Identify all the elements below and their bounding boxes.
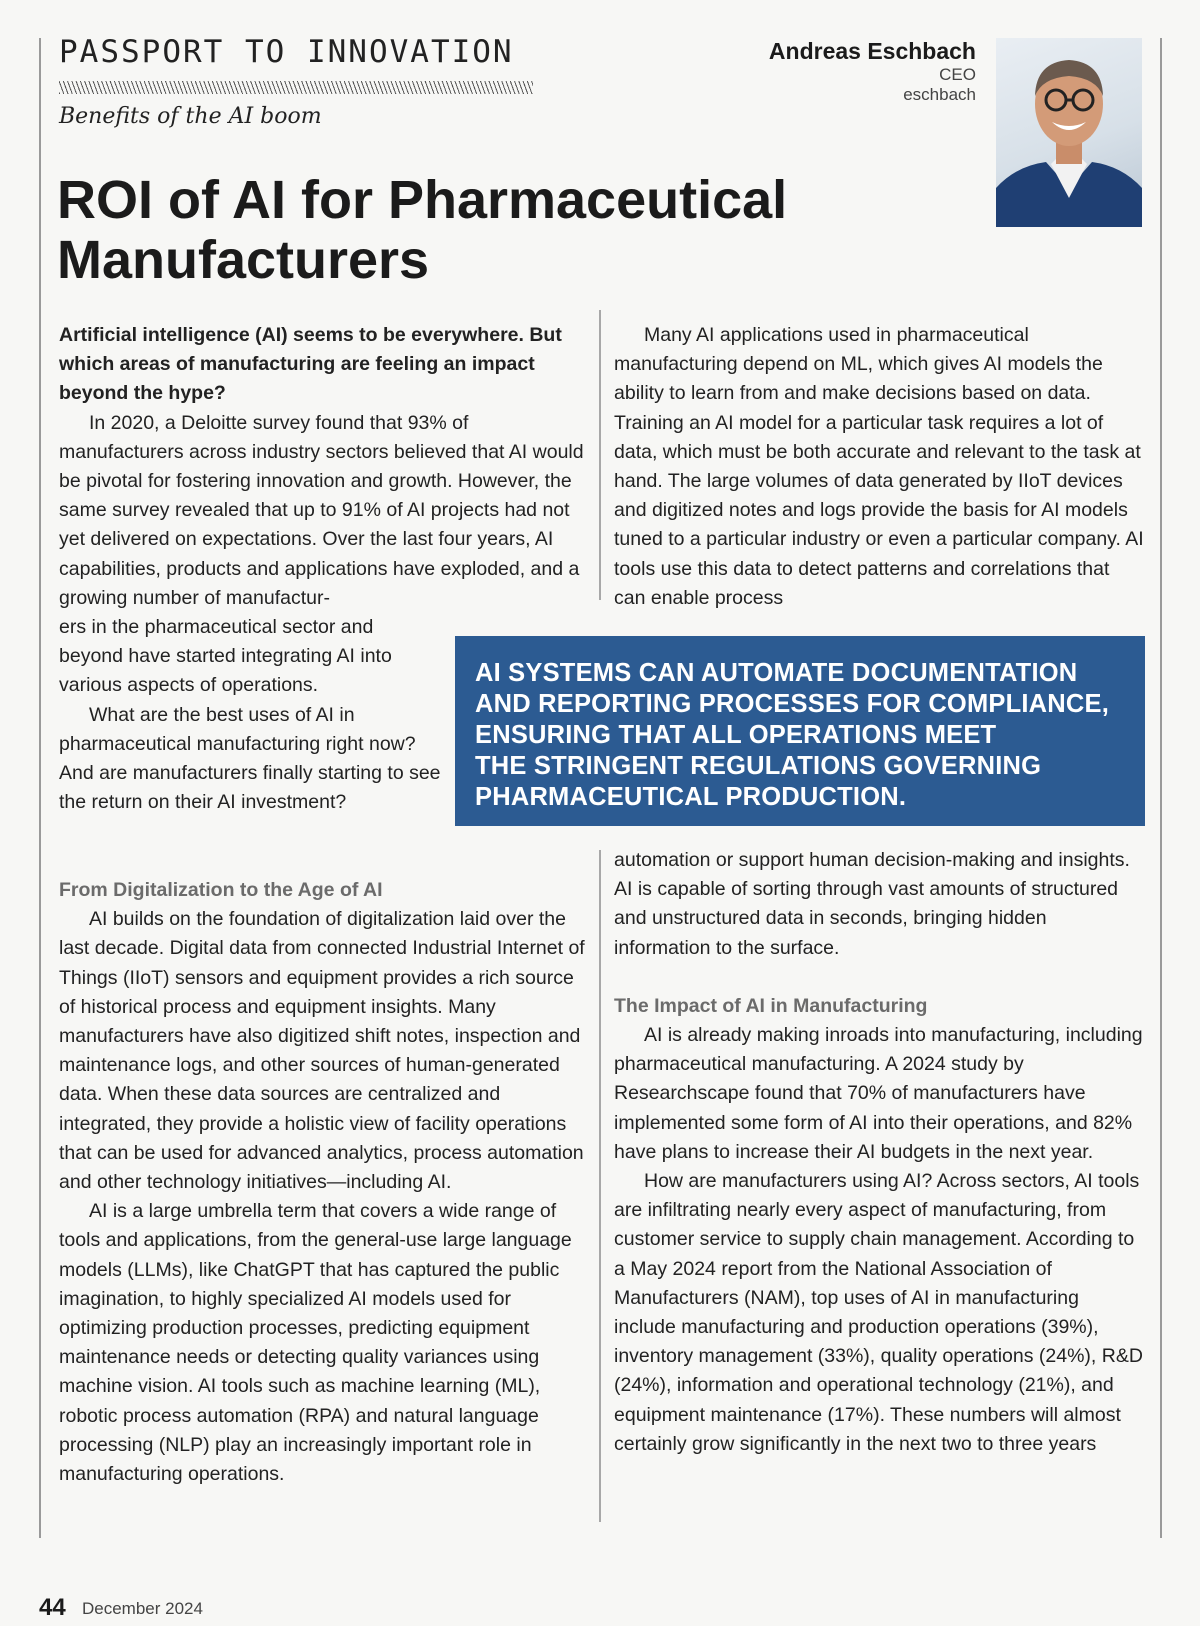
article-lead: Artificial intelligence (AI) seems to be everywhere. But which areas of manufacturing are feeling an impact beyond the hype? [59, 324, 562, 405]
paragraph: ers in the pharmaceutical sector and beyond have started integrating AI into various aspects of operations. [59, 616, 392, 697]
subheading: From Digitalization to the Age of AI [59, 879, 383, 901]
article-title: ROI of AI for Pharmaceutical Manufacturers [57, 170, 788, 290]
left-column-top [59, 321, 587, 613]
right-border-rule [1160, 38, 1162, 1538]
paragraph: AI is a large umbrella term that covers a wide range of tools and applications, from the general-use large language models (LLMs), like ChatGPT that has captured the public imagination, to highly specialized AI models used for optimizing production processes, predicting equipment maintenance needs or detecting quality variances using machine vision. AI tools such as machine learning (ML), robotic process automation (RPA) and natural language processing (NLP) play an increasingly important role in manufacturing operations. [59, 1200, 572, 1486]
paragraph: What are the best uses of AI in pharmaceutical manufacturing right now? And are manufacturers finally starting to see the return on their AI investment? [59, 703, 441, 814]
page-number: 44 [39, 1594, 66, 1621]
right-column-bottom [614, 846, 1144, 1459]
pull-quote [455, 636, 1145, 826]
paragraph: AI builds on the foundation of digitalization laid over the last decade. Digital data from connected Industrial Internet of Things (IIoT) sensors and equipment provides a rich source of historical process and equipment insights. Many manufacturers have also digitized shift notes, inspection and maintenance logs, and other sources of human-generated data. When these data sources are centralized and integrated, they provide a holistic view of facility operations that can be used for advanced analytics, process automation and other technology initiatives—including AI. [59, 908, 585, 1194]
paragraph: Many AI applications used in pharmaceutical manufacturing depend on ML, which gives AI models the ability to learn from and make decisions based on data. Training an AI model for a particular task requires a lot of data, which must be both accurate and relevant to the task at hand. The large volumes of data generated by IIoT devices and digitized notes and logs provide the basis for AI models tuned to a particular industry or even a particular company. AI tools use this data to detect patterns and correlations that can enable process [614, 324, 1144, 609]
author-company: eschbach [903, 85, 976, 104]
issue-date: December 2024 [82, 1599, 203, 1618]
column-kicker: PASSPORT TO INNOVATION [59, 34, 514, 70]
left-column-narrow [59, 613, 441, 817]
portrait-illustration [996, 38, 1142, 227]
column-divider-bottom [599, 850, 601, 1522]
paragraph: In 2020, a Deloitte survey found that 93% of manufacturers across industry sectors believed that AI would be pivotal for fostering innovation and growth. However, the same survey revealed that up to 91% of AI projects had not yet delivered on expectations. Over the last four years, AI capabilities, products and applications have exploded, and a growing number of manufactur- [59, 411, 584, 609]
paragraph: AI is already making inroads into manufacturing, including pharmaceutical manufacturing. A 2024 study by Researchscape found that 70% of manufacturers have implemented some form of AI into their operations, and 82% have plans to increase their AI budgets in the next year. [614, 1024, 1143, 1163]
hatch-divider [59, 81, 533, 94]
section-label: Benefits of the AI boom [59, 104, 322, 129]
right-column-top [614, 321, 1144, 613]
paragraph: automation or support human decision-making and insights. AI is capable of sorting through vast amounts of structured and unstructured data in seconds, bringing hidden information to the surface. [614, 849, 1130, 959]
left-column-bottom [59, 876, 587, 1489]
paragraph: How are manufacturers using AI? Across sectors, AI tools are infiltrating nearly every aspect of manufacturing, from customer service to supply chain management. According to a May 2024 report from the National Association of Manufacturers (NAM), top uses of AI in manufacturing include manufacturing and production operations (39%), inventory management (33%), quality operations (24%), R&D (24%), information and operational technology (21%), and equipment maintenance (17%). These numbers will almost certainly grow significantly in the next two to three years [614, 1170, 1143, 1455]
paragraph-spacer [614, 963, 1144, 992]
column-divider-top [599, 310, 601, 600]
pull-quote-text: AI SYSTEMS CAN AUTOMATE DOCUMENTATION AND REPORTING PROCESSES FOR COMPLIANCE, ENSURING THAT ALL OPERATIONS MEET THE STRINGENT REGULATIONS GOVERNING PHARMACEUTICAL PRODUCTION. [475, 659, 1110, 811]
author-name: Andreas Eschbach [768, 38, 976, 64]
left-border-rule [39, 38, 41, 1538]
author-role: CEO [939, 65, 976, 84]
author-portrait [996, 38, 1142, 227]
subheading: The Impact of AI in Manufacturing [614, 994, 928, 1017]
